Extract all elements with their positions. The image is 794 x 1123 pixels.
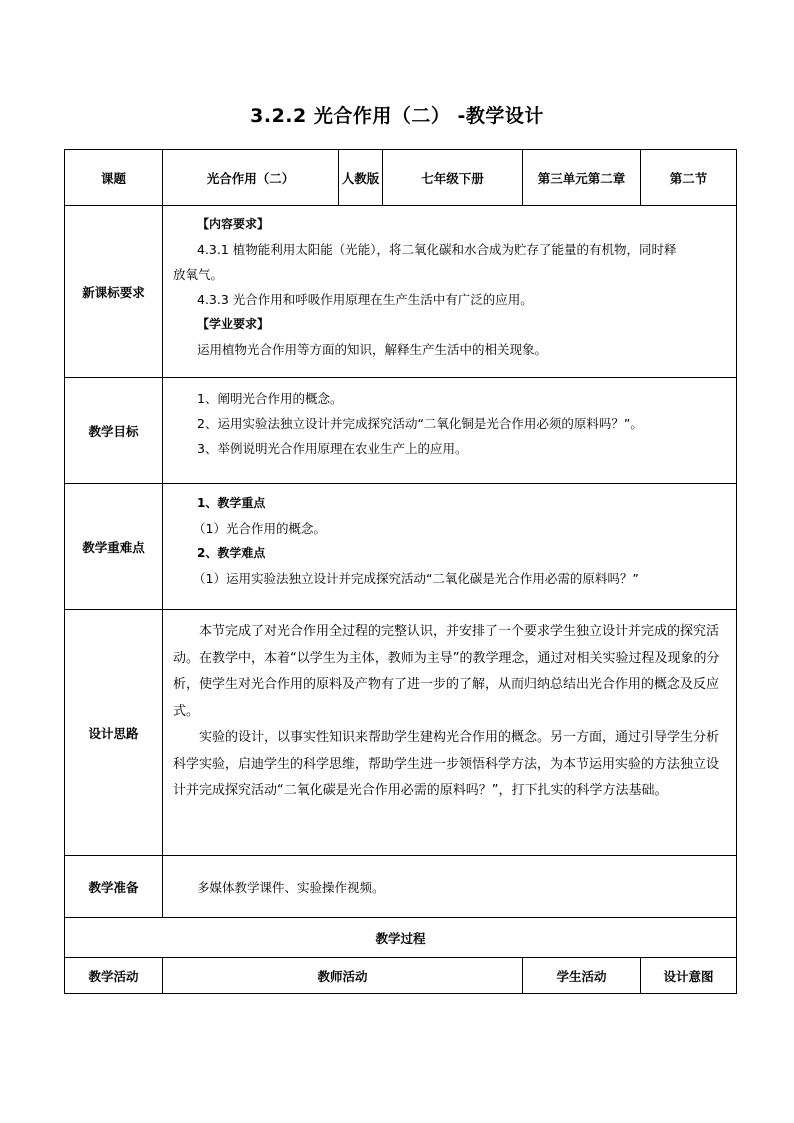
curriculum-row xyxy=(65,206,737,378)
difficult-heading: 2、教学难点 xyxy=(197,546,266,560)
topic-value: 光合作用（二） xyxy=(163,150,339,206)
grade-value: 七年级下册 xyxy=(383,150,523,206)
process-heading: 教学过程 xyxy=(65,918,737,958)
objective-item: 2、运用实验法独立设计并完成探究活动“二氧化铜是光合作用必须的原料吗？”。 xyxy=(197,416,643,431)
curriculum-item-2: 4.3.3 光合作用和呼吸作用原理在生产生活中有广泛的应用。 xyxy=(197,292,533,307)
preparation-content: 多媒体教学课件、实验操作视频。 xyxy=(163,856,737,918)
key-item: （1）光合作用的概念。 xyxy=(193,521,326,536)
design-paragraph-2: 实验的设计，以事实性知识来帮助学生建构光合作用的概念。另一方面，通过引导学生分析科学实验，启迪学生的科学思维，帮助学生进一步领悟科学方法，为本节运用实验的方法独立设计并完成探究活动“二氧化碳是光合作用必需的原料吗？”，打下扎实的科学方法基础。 xyxy=(173,730,720,798)
difficult-item: （1）运用实验法独立设计并完成探究活动“二氧化碳是光合作用必需的原料吗？” xyxy=(193,571,639,586)
key-heading: 1、教学重点 xyxy=(197,496,266,510)
topic-label: 课题 xyxy=(65,150,163,206)
lesson-plan-table xyxy=(64,149,737,994)
objective-item: 3、举例说明光合作用原理在农业生产上的应用。 xyxy=(197,441,468,456)
process-heading-row xyxy=(65,918,737,958)
design-content xyxy=(163,610,737,856)
objective-item: 1、阐明光合作用的概念。 xyxy=(197,391,343,406)
curriculum-item-1: 4.3.1 植物能利用太阳能（光能），将二氧化碳和水合成为贮存了能量的有机物，同时释 xyxy=(197,242,677,257)
objectives-label: 教学目标 xyxy=(65,378,163,484)
edition-value: 人教版 xyxy=(339,150,383,206)
design-row xyxy=(65,610,737,856)
key-points-content xyxy=(163,484,737,610)
column-header-intent: 设计意图 xyxy=(641,958,737,994)
curriculum-label: 新课标要求 xyxy=(65,206,163,378)
academic-text: 运用植物光合作用等方面的知识，解释生产生活中的相关现象。 xyxy=(197,342,548,357)
design-paragraph-1: 本节完成了对光合作用全过程的完整认识，并安排了一个要求学生独立设计并完成的探究活动。在教学中，本着“以学生为主体，教师为主导”的教学理念，通过对相关实验过程及现象的分析，使学生对光合作用的原料及产物有了进一步的了解，从而归纳总结出光合作用的概念及反应式。 xyxy=(173,624,720,719)
content-heading: 【内容要求】 xyxy=(197,217,270,231)
process-columns-row xyxy=(65,958,737,994)
page-title: 3.2.2 光合作用（二） -教学设计 xyxy=(250,105,544,127)
column-header-activity: 教学活动 xyxy=(65,958,163,994)
column-header-teacher: 教师活动 xyxy=(163,958,523,994)
key-points-row xyxy=(65,484,737,610)
column-header-student: 学生活动 xyxy=(523,958,641,994)
curriculum-item-1-cont: 放氧气。 xyxy=(173,267,224,282)
unit-value: 第三单元第二章 xyxy=(523,150,641,206)
header-row xyxy=(65,150,737,206)
preparation-label: 教学准备 xyxy=(65,856,163,918)
preparation-row xyxy=(65,856,737,918)
key-points-label: 教学重难点 xyxy=(65,484,163,610)
design-label: 设计思路 xyxy=(65,610,163,856)
objectives-row xyxy=(65,378,737,484)
academic-heading: 【学业要求】 xyxy=(197,317,270,331)
curriculum-content xyxy=(163,206,737,378)
section-value: 第二节 xyxy=(641,150,737,206)
objectives-content xyxy=(163,378,737,484)
